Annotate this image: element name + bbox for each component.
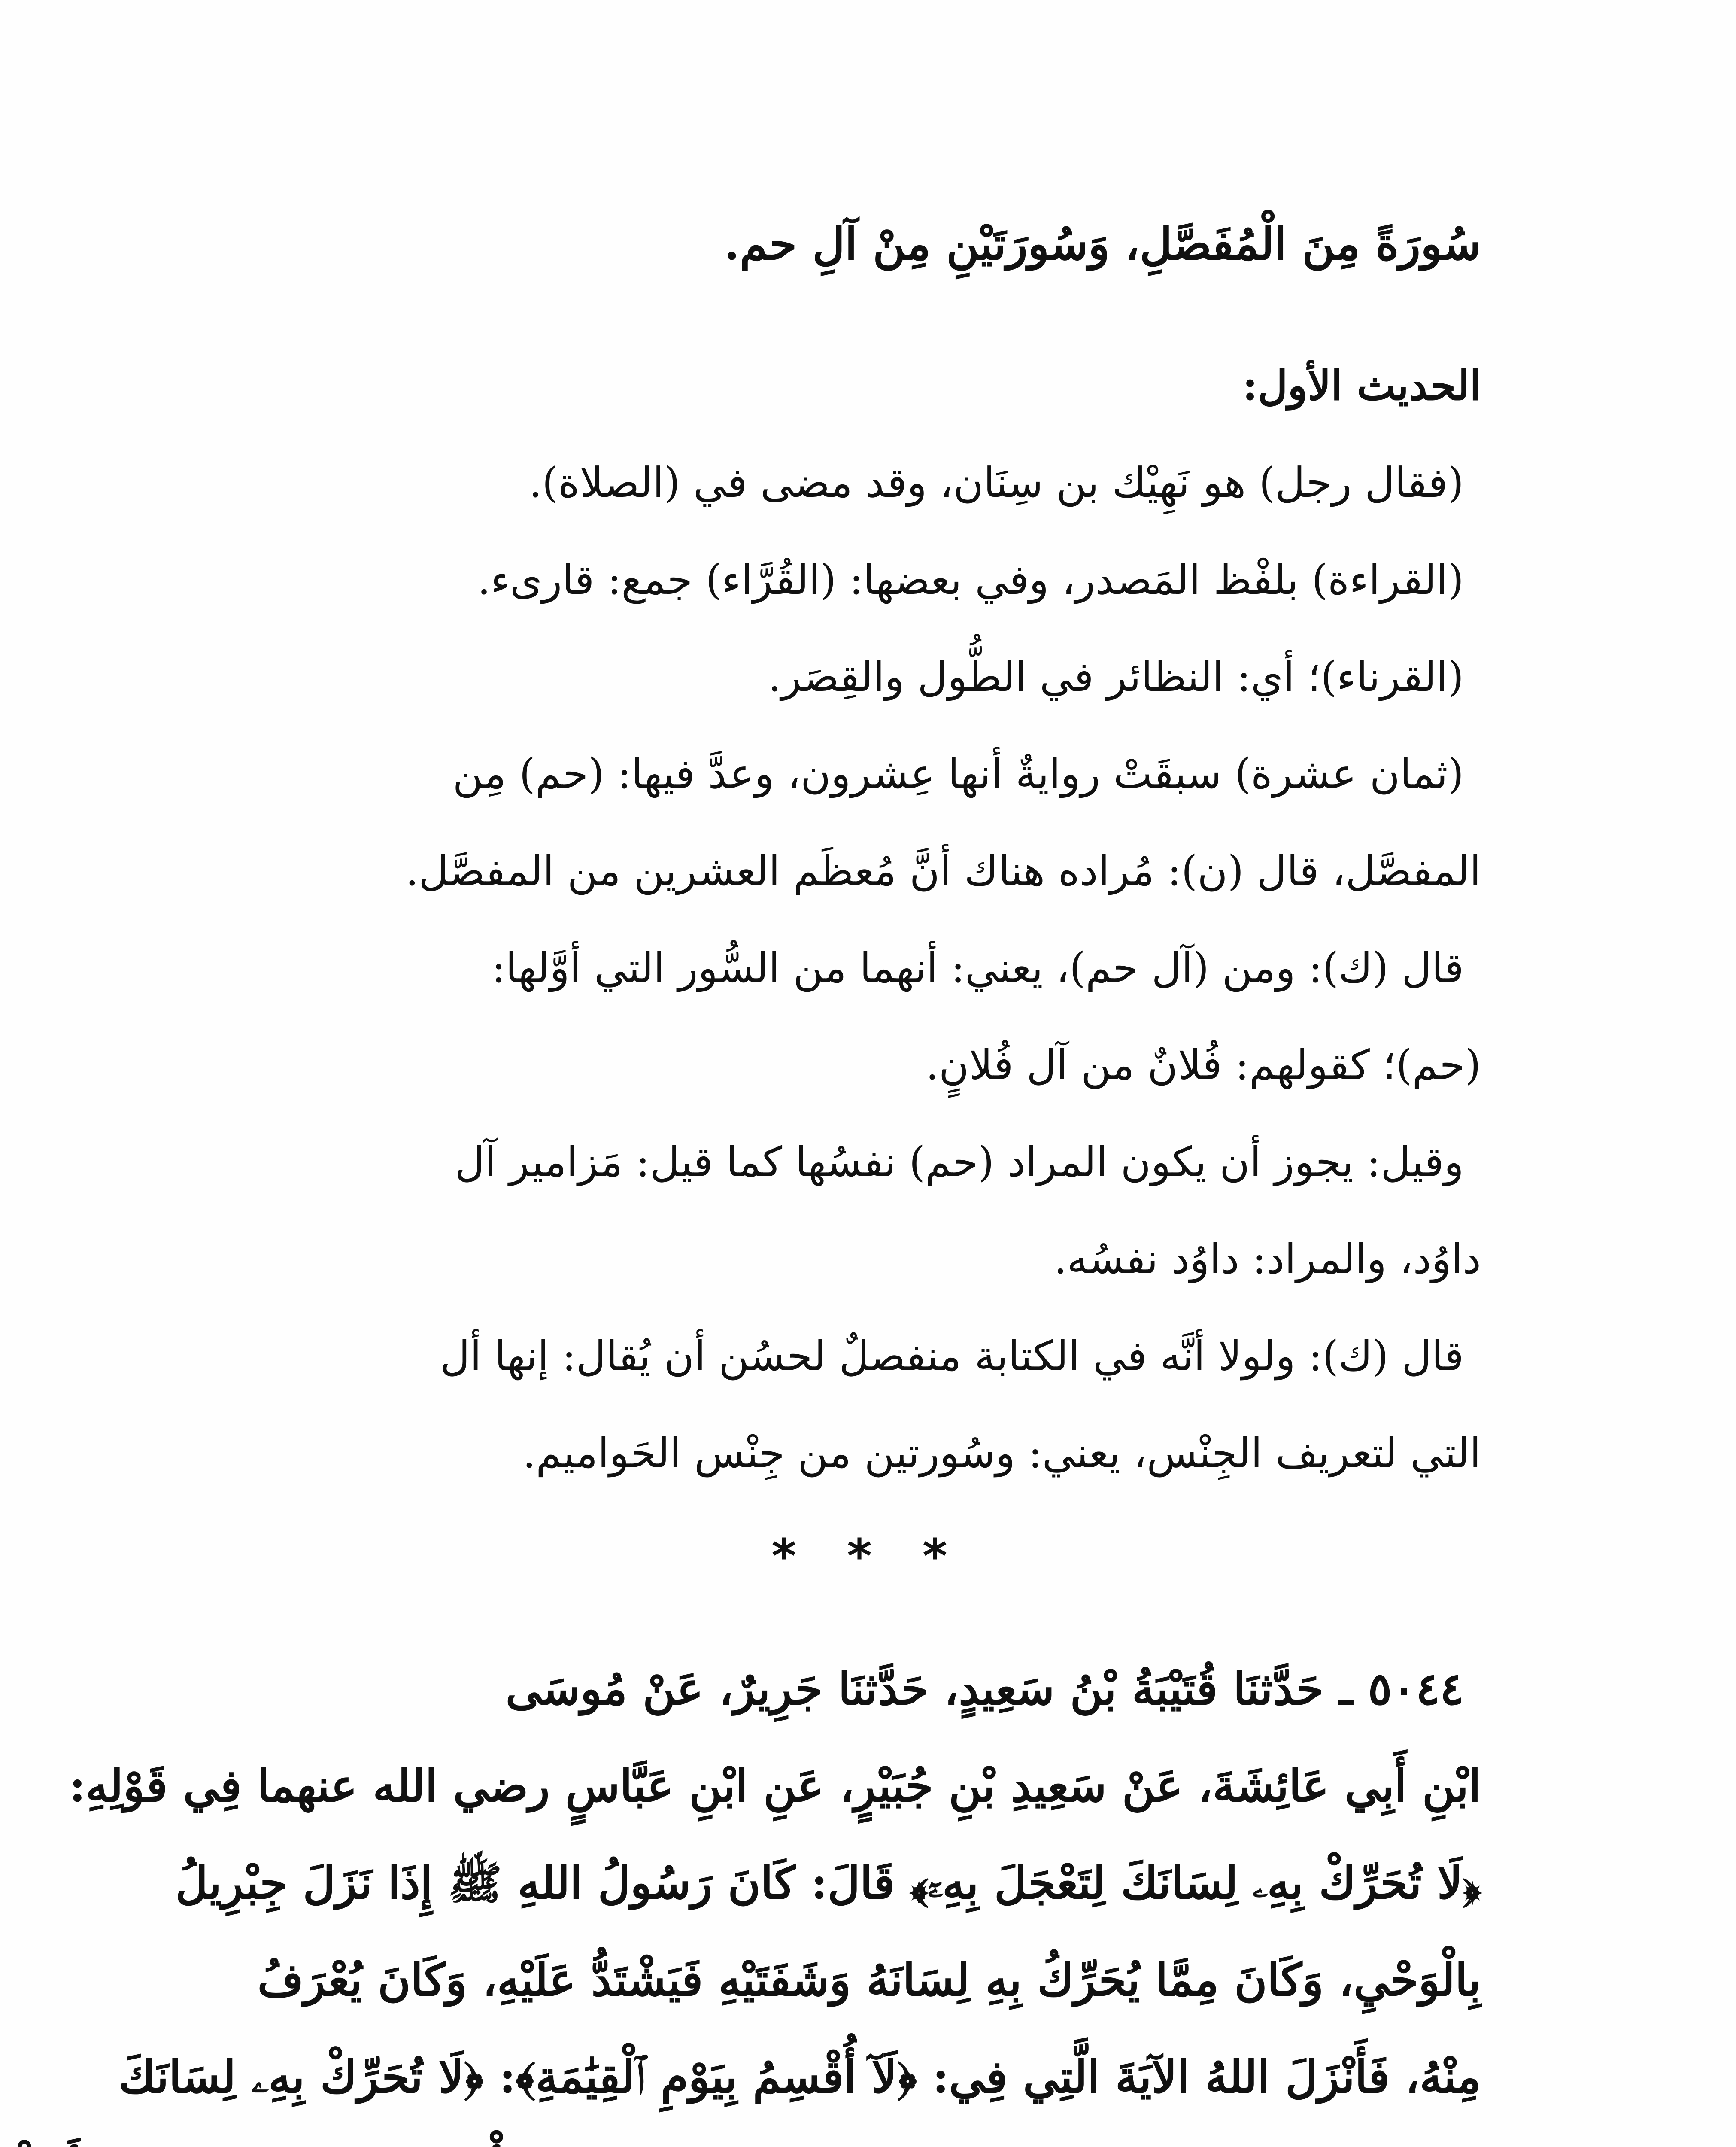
commentary-line: التي لتعريف الجِنْس، يعني: وسُورتين من جِنْس الحَواميم.: [522, 1429, 1481, 1477]
intro-continuation: [223, 195, 1481, 292]
commentary-section: [223, 337, 1481, 1502]
commentary-line: المفصَّل، قال (ن): مُراده هناك أنَّ مُعظَم العشرين من المفصَّل.: [405, 847, 1481, 895]
hadith-line: ﴿لَا تُحَرِّكْ بِهِۦ لِسَانَكَ لِتَعْجَلَ بِهِۦٓ﴾ قَالَ: كَانَ رَسُولُ اللهِ ﷺ إِذَا نَزَلَ جِبْرِيلُ: [175, 1856, 1481, 1909]
commentary-line: (القرناء)؛ أي: النظائر في الطُّول والقِصَر.: [768, 653, 1464, 701]
commentary-line: (القراءة) بلفْظ المَصدر، وفي بعضها: (القُرَّاء) جمع: قارىء.: [477, 556, 1464, 604]
commentary-line: قال (ك): ولولا أنَّه في الكتابة منفصلٌ لحسُن أن يُقال: إنها أل: [440, 1332, 1464, 1380]
hadith-line: ٥٠٤٤ ـ حَدَّثنَا قُتَيْبَةُ بْنُ سَعِيدٍ، حَدَّثنَا جَرِيرٌ، عَنْ مُوسَى: [505, 1662, 1464, 1715]
commentary-line: داوُد، والمراد: داوُد نفسُه.: [1053, 1235, 1481, 1283]
commentary-line: قال (ك): ومن (آل حم)، يعني: أنهما من السُّور التي أوَّلها:: [492, 944, 1464, 992]
commentary-line: (ثمان عشرة) سبقَتْ روايةٌ أنها عِشرون، وعدَّ فيها: (حم) مِن: [452, 750, 1464, 798]
hadith-line: ابْنِ أَبِي عَائِشَةَ، عَنْ سَعِيدِ بْنِ جُبَيْرٍ، عَنِ ابْنِ عَبَّاسٍ رضي الله عنهما فِي قَوْلِهِ:: [69, 1759, 1481, 1812]
hadith-line: مِنْهُ، فَأَنْزَلَ اللهُ الآيَةَ الَّتِي فِي: ﴿لَآ أُقْسِمُ بِيَوْمِ ٱلْقِيَٰمَةِ﴾: ﴿لَا تُحَرِّكْ بِهِۦ لِسَانَكَ: [118, 2050, 1481, 2103]
intro-line: سُورَةً مِنَ الْمُفَصَّلِ، وَسُورَتَيْنِ مِنْ آلِ حم.: [724, 217, 1481, 270]
commentary-line: وقيل: يجوز أن يكون المراد (حم) نفسُها كما قيل: مَزامير آل: [455, 1138, 1464, 1186]
hadith-line: بِالْوَحْيِ، وَكَانَ مِمَّا يُحَرِّكُ بِهِ لِسَانَهُ وَشَفَتَيْهِ فَيَشْتَدُّ عَلَيْهِ، وَكَانَ يُعْرَفُ: [257, 1953, 1481, 2006]
commentary-line: (حم)؛ كقولهم: فُلانٌ من آل فُلانٍ.: [926, 1041, 1481, 1089]
section-separator: * * *: [771, 1529, 965, 1584]
hadith-section: [69, 1640, 1481, 2147]
hadith-line: [223, 2126, 1481, 2147]
commentary-heading: الحديث الأول:: [1242, 361, 1481, 410]
commentary-line: (فقال رجل) هو نَهِيْك بن سِنَان، وقد مضى في (الصلاة).: [529, 459, 1464, 507]
